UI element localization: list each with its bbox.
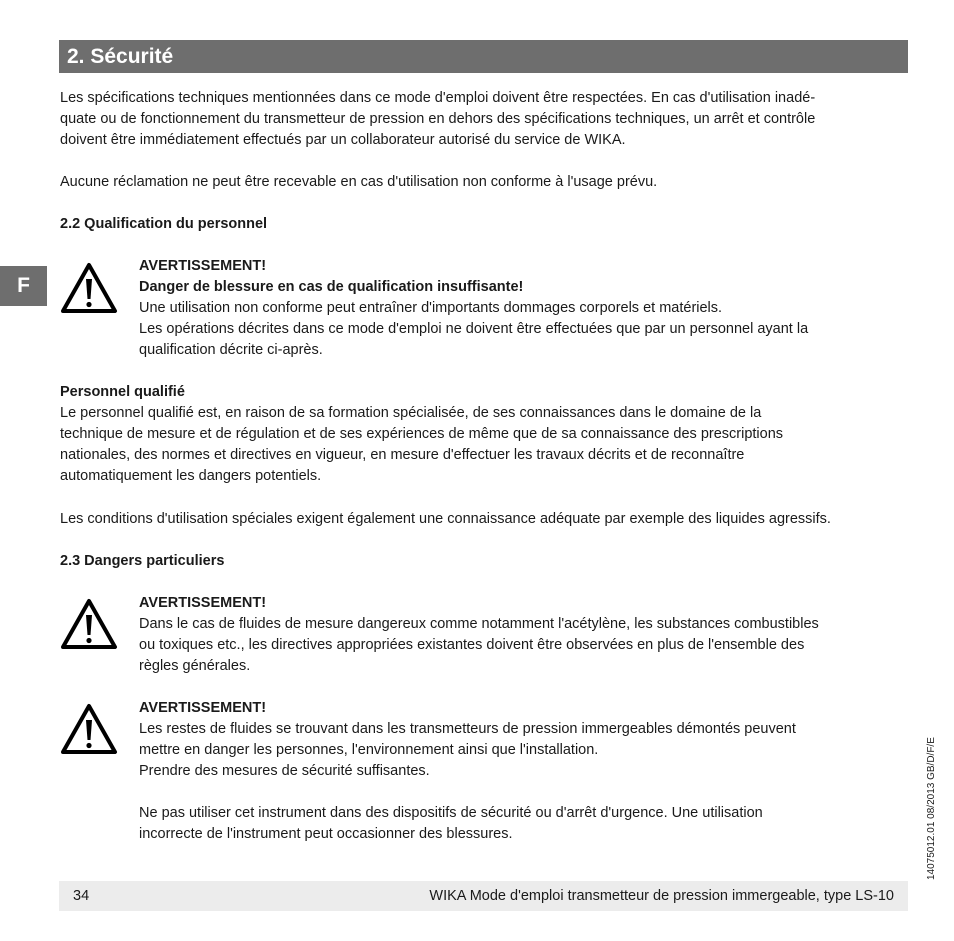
- intro-paragraph-2: Aucune réclamation ne peut être recevable en cas d'utilisation non conforme à l'usage prévu.: [60, 174, 658, 190]
- warning-line: qualification décrite ci-après.: [139, 342, 323, 358]
- section-heading-2-3: 2.3 Dangers particuliers: [60, 553, 225, 569]
- section-heading-2-2: 2.2 Qualification du personnel: [60, 216, 268, 232]
- warning-block-dangerous-fluids: [139, 593, 819, 677]
- warning-triangle-icon: [60, 262, 118, 314]
- warning-line: Les opérations décrites dans ce mode d'emploi ne doivent être effectuées que par un personnel ayant la: [139, 321, 809, 337]
- section-header: [59, 40, 908, 73]
- page-footer: [59, 881, 908, 911]
- page-number: 34: [73, 888, 90, 904]
- warning-line: Les restes de fluides se trouvant dans les transmetteurs de pression immergeables démontés peuvent: [139, 721, 796, 737]
- intro-line: Les spécifications techniques mentionnées dans ce mode d'emploi doivent être respectées. En cas d'utilisation inadé-: [60, 90, 816, 106]
- warning-line: règles générales.: [139, 658, 251, 674]
- footer-title: WIKA Mode d'emploi transmetteur de pression immergeable, type LS-10: [429, 888, 894, 904]
- qualified-line: technique de mesure et de régulation et de ses expériences de même que de sa connaissance des prescriptions: [60, 426, 784, 442]
- language-tab-label: F: [17, 274, 30, 297]
- warning-line: Dans le cas de fluides de mesure dangereux comme notamment l'acétylène, les substances combustibles: [139, 616, 819, 632]
- warning-title: AVERTISSEMENT!: [139, 595, 267, 611]
- qualified-line: Le personnel qualifié est, en raison de sa formation spécialisée, de ses connaissances dans le domaine de la: [60, 405, 762, 421]
- qualified-line: automatiquement les dangers potentiels.: [60, 468, 322, 484]
- qualified-heading: Personnel qualifié: [60, 384, 185, 400]
- warning-triangle-icon: [60, 703, 118, 755]
- intro-line: quate ou de fonctionnement du transmetteur de pression en dehors des spécifications techniques, un arrêt et contrôle: [60, 111, 816, 127]
- warning-title: AVERTISSEMENT!: [139, 258, 267, 274]
- intro-line: doivent être immédiatement effectués par un collaborateur autorisé du service de WIKA.: [60, 132, 626, 148]
- intro-paragraph: [60, 88, 815, 151]
- warning-triangle-icon: [60, 598, 118, 650]
- warning-title: AVERTISSEMENT!: [139, 700, 267, 716]
- warning-subtitle: Danger de blessure en cas de qualification insuffisante!: [139, 279, 524, 295]
- language-tab: [0, 266, 47, 306]
- emergency-use-paragraph: [139, 803, 763, 845]
- warning-line: incorrecte de l'instrument peut occasionner des blessures.: [139, 826, 513, 842]
- conditions-paragraph: Les conditions d'utilisation spéciales exigent également une connaissance adéquate par exemple des liquides agressifs.: [60, 511, 831, 527]
- warning-block-qualification: [139, 256, 808, 361]
- warning-line: Une utilisation non conforme peut entraîner d'importants dommages corporels et matériels.: [139, 300, 723, 316]
- warning-line: ou toxiques etc., les directives appropriées existantes doivent être observées en plus de l'ensemble des: [139, 637, 805, 653]
- warning-line: mettre en danger les personnes, l'environnement ainsi que l'installation.: [139, 742, 599, 758]
- warning-line: Prendre des mesures de sécurité suffisantes.: [139, 763, 430, 779]
- document-code: 14075012.01 08/2013 GB/D/F/E: [926, 737, 937, 880]
- warning-line: Ne pas utiliser cet instrument dans des dispositifs de sécurité ou d'arrêt d'urgence. Une utilisation: [139, 805, 763, 821]
- qualified-personnel-block: [60, 382, 783, 487]
- warning-block-residual-fluids: [139, 698, 796, 782]
- qualified-line: nationales, des normes et directives en vigueur, en mesure d'effectuer les travaux décrits et de reconnaître: [60, 447, 745, 463]
- page-title: 2. Sécurité: [67, 45, 174, 68]
